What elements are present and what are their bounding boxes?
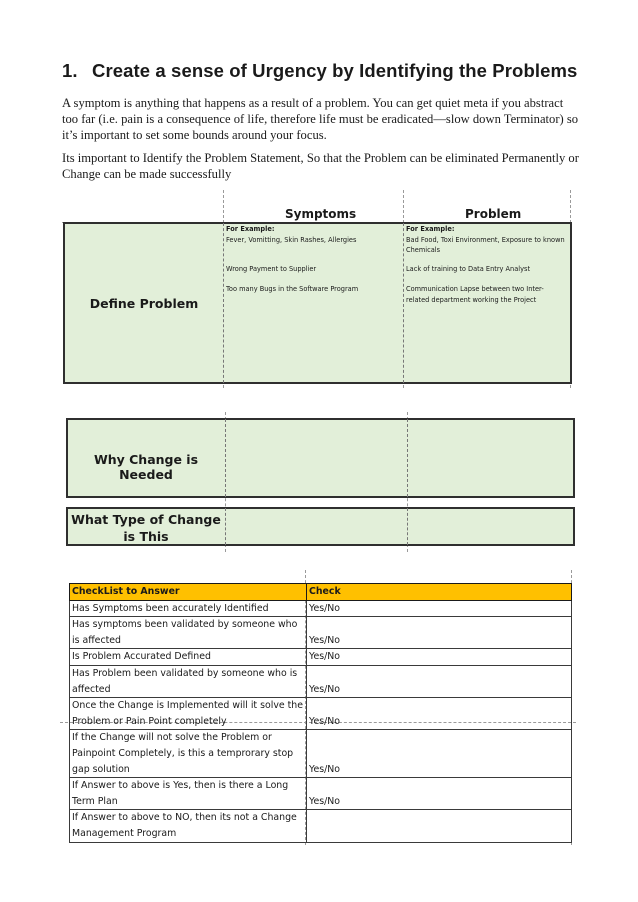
section-title: Create a sense of Urgency by Identifying the Problems [92, 60, 578, 81]
why-change-label: Why Change is Needed [93, 452, 199, 482]
symptoms-example-label: For Example: [226, 225, 275, 233]
table-row [70, 617, 572, 649]
table-row [70, 730, 572, 778]
problem-example-label: For Example: [406, 225, 455, 233]
checklist-answer: Yes/No [307, 600, 572, 617]
checklist-question: Has Problem been validated by someone who is affected [70, 665, 307, 697]
symptoms-example-block [226, 224, 402, 245]
checklist-question: Has symptoms been validated by someone who is affected [70, 617, 307, 649]
checklist-question: Once the Change is Implemented will it solve the Problem or Pain Point completely [70, 698, 307, 730]
table-row [70, 778, 572, 810]
checklist-answer: Yes/No [307, 649, 572, 666]
table-row [70, 698, 572, 730]
checklist-header-row [70, 584, 572, 601]
checklist-answer-header: Check [307, 584, 572, 601]
checklist-answer: Yes/No [307, 698, 572, 730]
symptom-item: Wrong Payment to Supplier [226, 265, 317, 273]
checklist-answer: Yes/No [307, 617, 572, 649]
checklist-answer [307, 810, 572, 842]
checklist-question: If Answer to above is Yes, then is there a Long Term Plan [70, 778, 307, 810]
checklist-answer: Yes/No [307, 730, 572, 778]
type-change-label: What Type of Change is This [71, 512, 221, 544]
checklist-question: If the Change will not solve the Problem or Painpoint Completely, is this a temprorary stop gap solution [70, 730, 307, 778]
problem-item: Communication Lapse between two Inter-related department working the Project [406, 285, 544, 304]
column-divider [407, 419, 408, 497]
table-row [70, 665, 572, 697]
intro-paragraph: A symptom is anything that happens as a result of a problem. You can get quiet meta if you abstract too far (i.e. pain is a consequence of life, therefore life must be eradicated—slow down Terminator) so it’s important to set some bounds around your focus. [62, 96, 579, 142]
symptom-item: Fever, Vomitting, Skin Rashes, Allergies [226, 235, 357, 244]
problem-item: Lack of training to Data Entry Analyst [406, 265, 531, 273]
checklist-answer: Yes/No [307, 778, 572, 810]
checklist-answer: Yes/No [307, 665, 572, 697]
table-row [70, 600, 572, 617]
column-divider [407, 508, 408, 545]
column-divider [225, 508, 226, 545]
table-row [70, 810, 572, 842]
column-divider [225, 419, 226, 497]
section-number: 1. [62, 60, 78, 81]
define-problem-label: Define Problem [89, 296, 199, 311]
checklist-question-header: CheckList to Answer [70, 584, 307, 601]
table-row [70, 649, 572, 666]
problem-statement-paragraph: Its important to Identify the Problem Statement, So that the Problem can be eliminated Permanently or Change can be made successfully [62, 151, 579, 181]
checklist-question: Is Problem Accurated Defined [70, 649, 307, 666]
checklist-table [69, 583, 572, 843]
symptoms-column-header: Symptoms [285, 207, 357, 221]
problem-item: Bad Food, Toxi Environment, Exposure to known Chemicals [406, 235, 565, 255]
checklist-question: Has Symptoms been accurately Identified [70, 600, 307, 617]
symptom-item: Too many Bugs in the Software Program [226, 285, 359, 293]
section-heading [62, 60, 577, 82]
checklist-question: If Answer to above to NO, then its not a Change Management Program [70, 810, 307, 842]
problem-column-header: Problem [465, 207, 522, 221]
column-divider [403, 223, 404, 383]
problem-example-block [406, 224, 566, 256]
